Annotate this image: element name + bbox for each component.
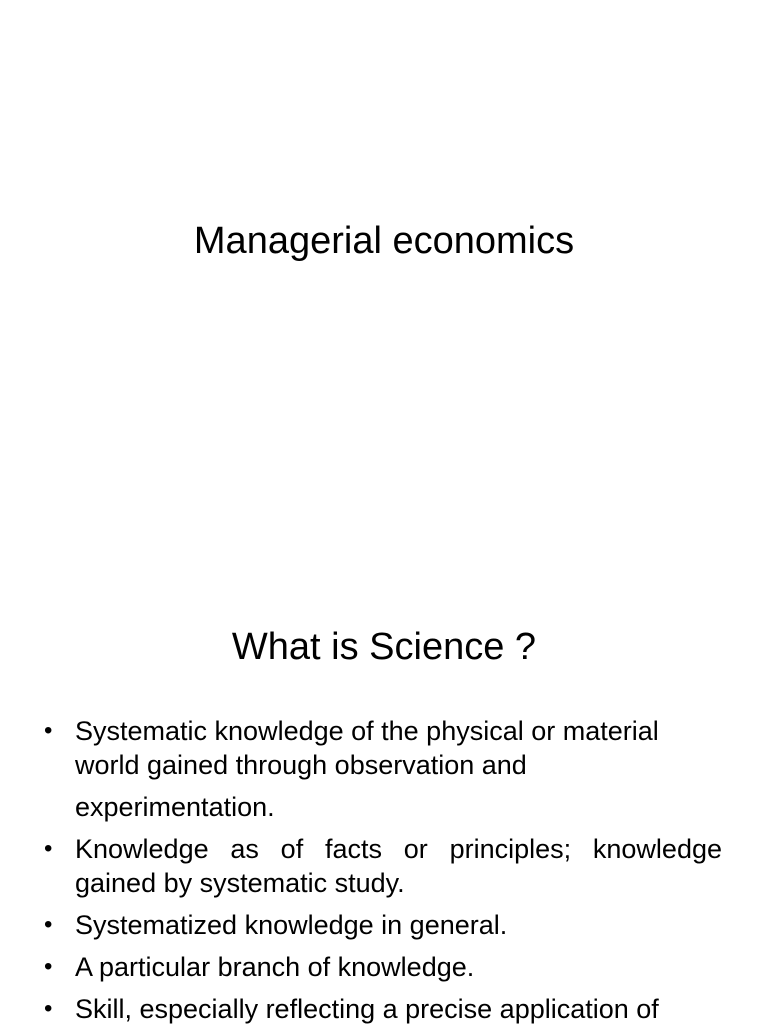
bullet-item (0, 950, 768, 984)
bullet-item (0, 908, 768, 942)
bullet-text: A particular branch of knowledge. (75, 952, 475, 982)
bullet-dot-icon: • (44, 717, 53, 744)
bullet-dot-icon: • (44, 953, 53, 980)
bullet-text-continuation: experimentation. (75, 792, 275, 822)
slide-2-title: What is Science ? (231, 626, 537, 668)
slide-1-title: Managerial economics (193, 220, 575, 262)
bullet-item (0, 714, 768, 824)
bullet-item (0, 832, 768, 900)
bullet-item (0, 992, 768, 1024)
bullet-text: Systematic knowledge of the physical or material world gained through observation and (75, 716, 659, 780)
bullet-dot-icon: • (44, 911, 53, 938)
bullet-dot-icon: • (44, 835, 53, 862)
bullet-text: Skill, especially reflecting a precise application of (75, 994, 659, 1024)
slide-2 (0, 576, 768, 1024)
bullet-dot-icon: • (44, 995, 53, 1022)
bullet-text: Knowledge as of facts or principles; knowledge gained by systematic study. (75, 834, 722, 898)
bullet-text: Systematized knowledge in general. (75, 910, 508, 940)
bullet-list (0, 714, 768, 1024)
